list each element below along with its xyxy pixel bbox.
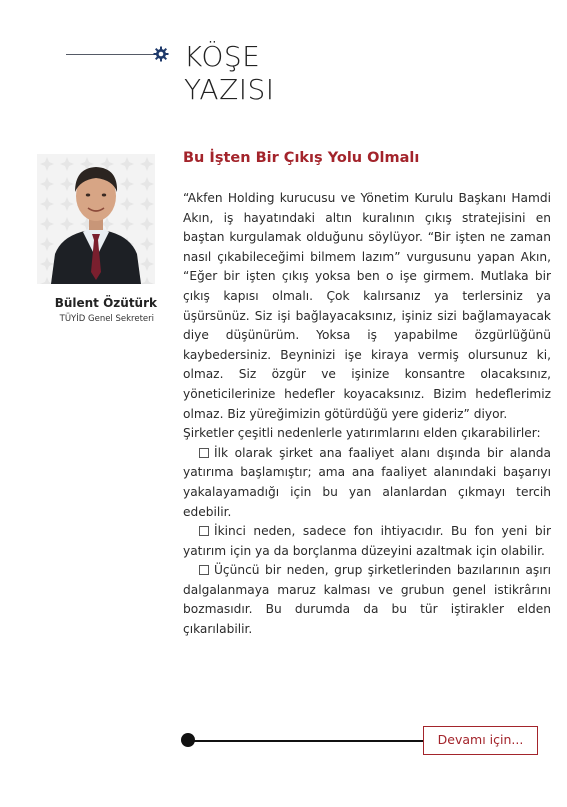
section-title (184, 40, 275, 106)
author-portrait (37, 154, 155, 284)
square-bullet-icon (199, 526, 209, 536)
article-bullet (183, 522, 551, 561)
footer-rule (190, 740, 426, 742)
article-bullet (183, 561, 551, 639)
article-bullet-text: İkinci neden, sadece fon ihtiyacıdır. Bu fon yeni bir yatırım için ya da borçlanma düzeyini azaltmak için olabilir. (183, 524, 551, 558)
read-more-button[interactable]: Devamı için... (423, 726, 538, 755)
gear-icon (153, 46, 169, 62)
article-bullet-text: Üçüncü bir neden, grup şirketlerinden bazılarının aşırı dalgalanmaya maruz kalması ve grubun genel istikrârını bozmasıdır. Bu durumda da bu tür iştirakler elden çıkarılabilir. (183, 563, 551, 637)
article-intro-paragraph: Şirketler çeşitli nedenlerle yatırımlarını elden çıkarabilirler: (183, 426, 541, 441)
article-bullet (183, 444, 551, 522)
article-body (183, 189, 551, 640)
square-bullet-icon (199, 448, 209, 458)
author-role: TÜYİD Genel Sekreteri (59, 314, 154, 324)
article-title: Bu İşten Bir Çıkış Yolu Olmalı (183, 150, 420, 166)
section-title-line2: YAZISI (184, 73, 275, 106)
square-bullet-icon (199, 565, 209, 575)
section-title-line1: KÖŞE (184, 40, 261, 73)
author-name: Bülent Özütürk (54, 296, 157, 310)
article-quote-paragraph: “Akfen Holding kurucusu ve Yönetim Kurulu Başkanı Hamdi Akın, iş hayatındaki altın kuralının çıkış stratejisini en baştan kurgulamak olduğunu söylüyor. “Bir işten ne zaman nasıl çıkabileceğimi bilmem lazım” vurgusunu yapan Akın, “Eğer bir işten çıkış yoksa ben o işe girmem. Mutlaka bir çıkış kapısı olmalı. Çok kalırsanız ya terlersiniz ya üşürsünüz. Siz işi bağlayacaksınız, işiniz sizi bağlamayacak diye düşünürüm. Yoksa iş yapabilme özgürlüğünü kaybedersiniz. Beyninizi işe kiraya vermiş olursunuz ki, olmaz. Siz özgür ve işinize konsantre olacaksınız, yöneticilerinize hedefler koyacaksınız. Bizim hedeflerimiz olmaz. Biz yüreğimizin götürdüğü yere gideriz” diyor. (183, 191, 551, 421)
footer-dot (181, 733, 195, 747)
author-photo (37, 154, 155, 284)
article-bullet-text: İlk olarak şirket ana faaliyet alanı dışında bir alanda yatırıma başlamıştır; ama ana faaliyet alanındaki başarıyı yakalayamadığı için bu yan alanlardan çıkmayı tercih edebilir. (183, 445, 551, 519)
header-rule (66, 54, 154, 55)
